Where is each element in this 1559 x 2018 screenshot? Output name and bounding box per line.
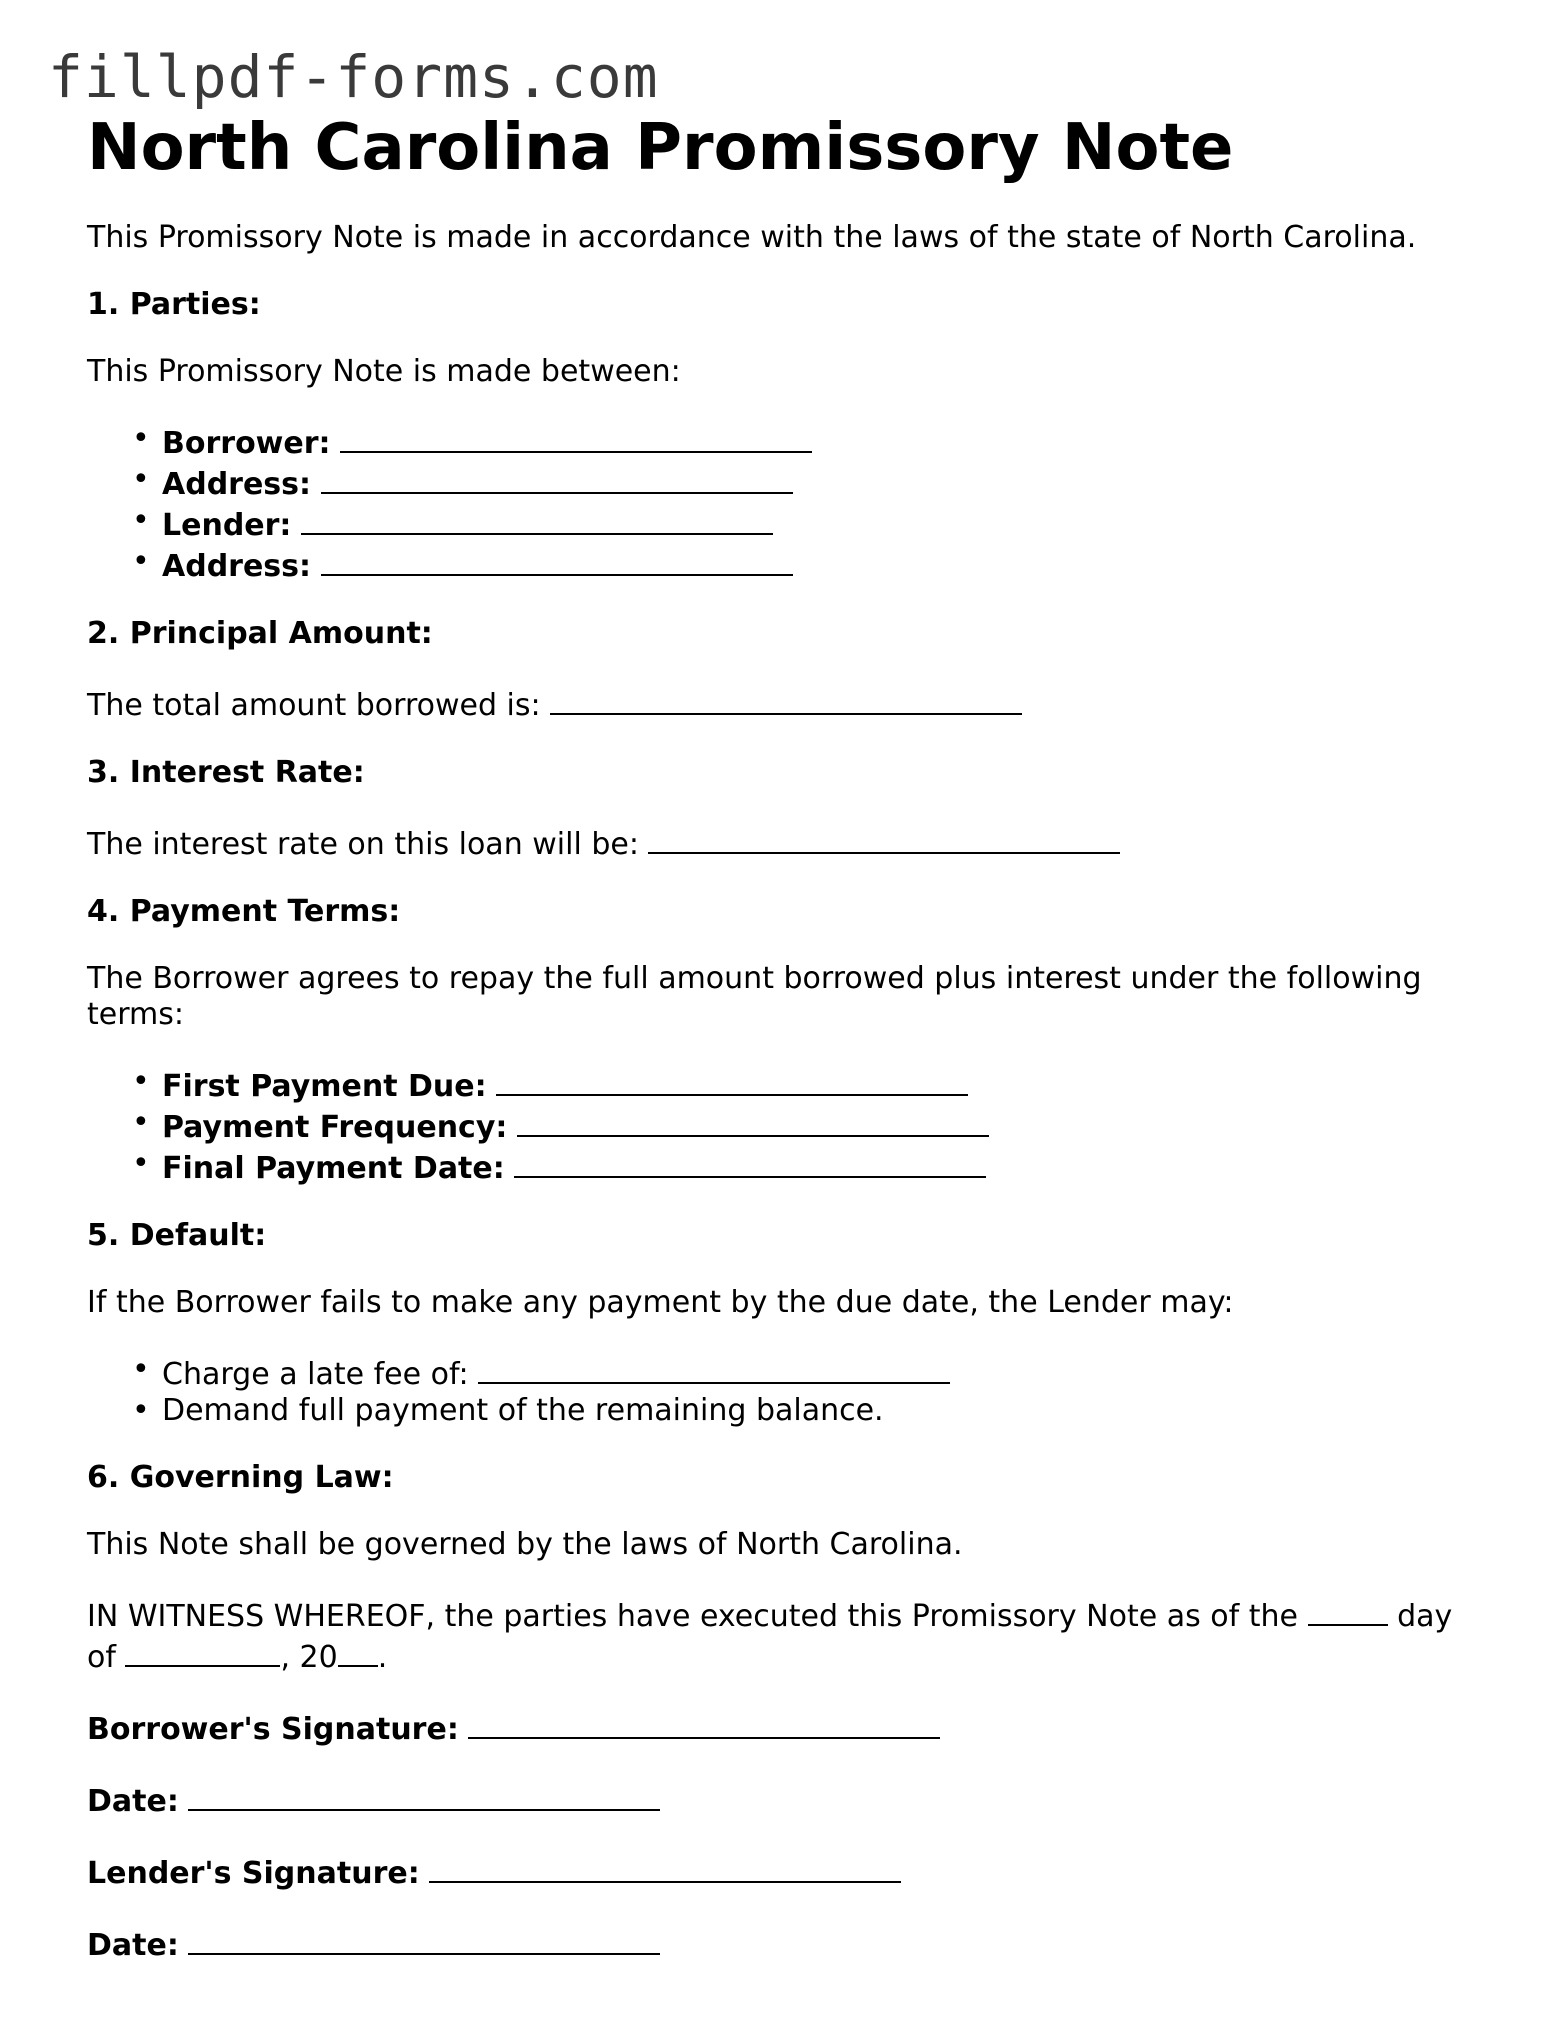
- lender-label: Lender:: [162, 508, 292, 543]
- witness-of-word: of: [87, 1640, 116, 1675]
- late-fee-field[interactable]: [478, 1352, 950, 1384]
- list-item-borrower: [162, 421, 1487, 462]
- witness-month-field[interactable]: [125, 1635, 280, 1667]
- witness-day-field[interactable]: [1308, 1594, 1388, 1626]
- section-heading-parties: 1. Parties:: [87, 287, 261, 322]
- payment-text: The Borrower agrees to repay the full amount borrowed plus interest under the following terms:: [87, 961, 1422, 1032]
- payment-frequency-field[interactable]: [517, 1105, 989, 1137]
- section-heading-governing: 6. Governing Law:: [87, 1460, 394, 1495]
- late-fee-label: Charge a late fee of:: [162, 1357, 469, 1392]
- lender-field[interactable]: [301, 503, 773, 535]
- interest-text: The interest rate on this loan will be:: [87, 827, 639, 862]
- governing-text: This Note shall be governed by the laws of North Carolina.: [87, 1527, 963, 1562]
- section-heading-default: 5. Default:: [87, 1218, 267, 1253]
- interest-line: [87, 822, 1487, 863]
- borrower-address-field[interactable]: [321, 462, 793, 494]
- witness-year-prefix: , 20: [280, 1640, 338, 1675]
- lender-address-field[interactable]: [321, 544, 793, 576]
- list-item-demand-payment: • Demand full payment of the remaining balance.: [162, 1393, 1487, 1429]
- final-payment-label: Final Payment Date:: [162, 1151, 505, 1186]
- borrower-field[interactable]: [340, 421, 812, 453]
- list-item-late-fee: [162, 1352, 1487, 1393]
- watermark-text: fillpdf-forms.com: [48, 43, 659, 111]
- first-payment-label: First Payment Due:: [162, 1069, 487, 1104]
- section-heading-interest: 3. Interest Rate:: [87, 755, 365, 790]
- witness-text: IN WITNESS WHEREOF, the parties have executed this Promissory Note as of the: [87, 1599, 1298, 1634]
- principal-text: The total amount borrowed is:: [87, 688, 541, 723]
- parties-list: [87, 421, 1487, 585]
- lender-date-field[interactable]: [188, 1923, 660, 1955]
- borrower-signature-line: [87, 1707, 1487, 1748]
- first-payment-field[interactable]: [496, 1064, 968, 1096]
- principal-line: [87, 683, 1487, 724]
- parties-text: This Promissory Note is made between:: [87, 354, 681, 389]
- default-text: If the Borrower fails to make any payment by the due date, the Lender may:: [87, 1285, 1234, 1320]
- witness-period: .: [377, 1640, 388, 1675]
- borrower-date-field[interactable]: [188, 1779, 660, 1811]
- payment-frequency-label: Payment Frequency:: [162, 1110, 508, 1145]
- borrower-label: Borrower:: [162, 426, 331, 461]
- borrower-signature-label: Borrower's Signature:: [87, 1712, 459, 1747]
- document-title: North Carolina Promissory Note: [87, 111, 1234, 185]
- list-item-payment-frequency: [162, 1105, 1487, 1146]
- document-page: [87, 110, 1487, 1995]
- list-item-final-payment: [162, 1146, 1487, 1187]
- witness-year-field[interactable]: [338, 1635, 378, 1667]
- section-heading-payment: 4. Payment Terms:: [87, 894, 401, 929]
- lender-signature-field[interactable]: [429, 1851, 901, 1883]
- interest-rate-field[interactable]: [648, 822, 1120, 854]
- default-list: [87, 1352, 1487, 1429]
- section-heading-principal: 2. Principal Amount:: [87, 616, 433, 651]
- witness-clause: [87, 1594, 1487, 1676]
- borrower-date-label: Date:: [87, 1784, 179, 1819]
- lender-date-line: [87, 1923, 1487, 1964]
- lender-address-label: Address:: [162, 549, 312, 584]
- lender-signature-line: [87, 1851, 1487, 1892]
- borrower-address-label: Address:: [162, 467, 312, 502]
- list-item-borrower-address: [162, 462, 1487, 503]
- intro-text: This Promissory Note is made in accordance with the laws of the state of North Carolina.: [87, 220, 1417, 255]
- witness-day-word: day: [1397, 1599, 1453, 1634]
- lender-date-label: Date:: [87, 1928, 179, 1963]
- final-payment-field[interactable]: [514, 1146, 986, 1178]
- borrower-signature-field[interactable]: [468, 1707, 940, 1739]
- payment-list: [87, 1064, 1487, 1187]
- lender-signature-label: Lender's Signature:: [87, 1856, 420, 1891]
- principal-amount-field[interactable]: [550, 683, 1022, 715]
- list-item-first-payment: [162, 1064, 1487, 1105]
- borrower-date-line: [87, 1779, 1487, 1820]
- list-item-lender-address: [162, 544, 1487, 585]
- list-item-lender: [162, 503, 1487, 544]
